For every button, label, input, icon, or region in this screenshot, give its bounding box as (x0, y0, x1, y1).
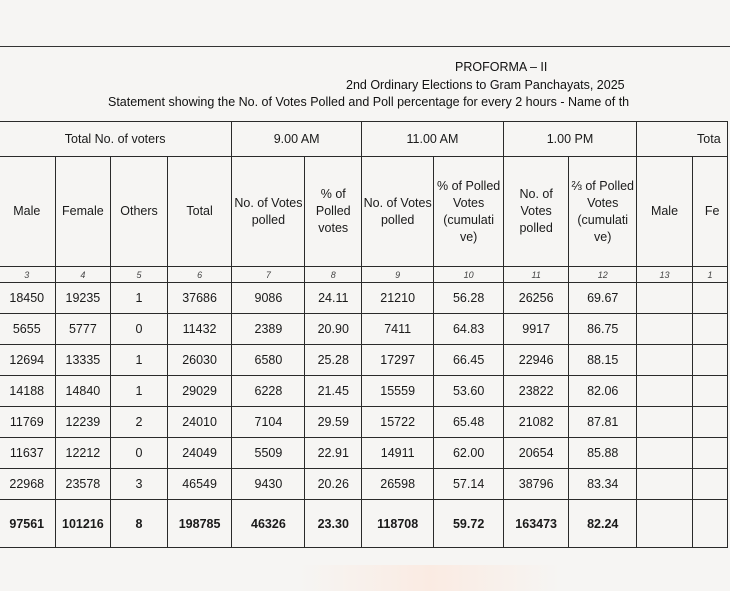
table-row-cell: 87.81 (569, 407, 637, 438)
table-row-blank-cell (692, 469, 727, 500)
head-female-cut: Fe (692, 157, 727, 267)
table-row-blank-cell (637, 469, 693, 500)
table-row-cell: 21082 (503, 407, 568, 438)
column-index-row-cell: 10 (434, 267, 504, 283)
column-index-row-cell: 7 (232, 267, 305, 283)
table-row-cell: 46549 (167, 469, 232, 500)
total-row-cell: 118708 (362, 500, 434, 548)
head-1pm-votes: No. of Votes polled (503, 157, 568, 267)
head-male: Male (0, 157, 55, 267)
table-row-cell: 5655 (0, 314, 55, 345)
total-row-cell: 82.24 (569, 500, 637, 548)
table-row-cell: 14840 (55, 376, 111, 407)
group-total-cut: Tota (637, 122, 728, 157)
total-row-cell: 163473 (503, 500, 568, 548)
total-row-cell: 8 (111, 500, 168, 548)
column-index-row-cell: 8 (305, 267, 362, 283)
votes-polled-table (0, 121, 728, 548)
table-row-blank-cell (637, 376, 693, 407)
table-row-cell: 37686 (167, 283, 232, 314)
table-row-blank-cell (692, 314, 727, 345)
table-row-cell: 69.67 (569, 283, 637, 314)
table-row (0, 438, 728, 469)
table-row-cell: 7104 (232, 407, 305, 438)
table-row-cell: 12239 (55, 407, 111, 438)
total-row-cell: 101216 (55, 500, 111, 548)
total-row (0, 500, 728, 548)
table-row-cell: 1 (111, 376, 168, 407)
table-row-cell: 22.91 (305, 438, 362, 469)
table-row-cell: 64.83 (434, 314, 504, 345)
table-row-cell: 15722 (362, 407, 434, 438)
table-row-cell: 23822 (503, 376, 568, 407)
table-row-blank-cell (692, 438, 727, 469)
column-index-row-cell: 6 (167, 267, 232, 283)
statement-line: Statement showing the No. of Votes Polled and Poll percentage for every 2 hours - Name of th (108, 95, 630, 109)
table-row-cell: 11432 (167, 314, 232, 345)
table-row-cell: 3 (111, 469, 168, 500)
total-row-cell: 198785 (167, 500, 232, 548)
table-row-cell: 11769 (0, 407, 55, 438)
table-row-cell: 19235 (55, 283, 111, 314)
column-index-row (0, 267, 728, 283)
table-row-cell: 0 (111, 438, 168, 469)
table-row-cell: 9917 (503, 314, 568, 345)
head-female: Female (55, 157, 111, 267)
column-index-row-cell: 3 (0, 267, 55, 283)
table-row-cell: 20.90 (305, 314, 362, 345)
table-row-cell: 62.00 (434, 438, 504, 469)
table-row-blank-cell (692, 376, 727, 407)
total-row-blank-cell (692, 500, 727, 548)
table-row (0, 469, 728, 500)
table-row-cell: 0 (111, 314, 168, 345)
table-row-cell: 21.45 (305, 376, 362, 407)
table-row-blank-cell (637, 438, 693, 469)
table-row-cell: 22946 (503, 345, 568, 376)
table-row-cell: 2389 (232, 314, 305, 345)
head-total: Total (167, 157, 232, 267)
table-row-cell: 24010 (167, 407, 232, 438)
table-row-blank-cell (637, 345, 693, 376)
column-index-row-cell: 1 (692, 267, 727, 283)
table-row-cell: 20654 (503, 438, 568, 469)
table-row-cell: 86.75 (569, 314, 637, 345)
table-row-cell: 13335 (55, 345, 111, 376)
column-index-row-cell: 5 (111, 267, 168, 283)
head-others: Others (111, 157, 168, 267)
table-row-cell: 14911 (362, 438, 434, 469)
group-9am: 9.00 AM (232, 122, 362, 157)
column-index-row-cell: 11 (503, 267, 568, 283)
table-row-cell: 14188 (0, 376, 55, 407)
table-row-cell: 56.28 (434, 283, 504, 314)
paper-smudge (300, 565, 560, 591)
head-11am-votes: No. of Votes polled (362, 157, 434, 267)
head-9am-votes: No. of Votes polled (232, 157, 305, 267)
form-title: PROFORMA – II (455, 60, 548, 74)
table-row-cell: 21210 (362, 283, 434, 314)
table-row-cell: 2 (111, 407, 168, 438)
head-9am-pct: % of Polled votes (305, 157, 362, 267)
table-row-cell: 1 (111, 345, 168, 376)
top-border-line (0, 46, 730, 47)
table-row-cell: 6228 (232, 376, 305, 407)
head-male-2: Male (637, 157, 693, 267)
column-index-row-cell: 9 (362, 267, 434, 283)
table-row-cell: 29029 (167, 376, 232, 407)
table-row-blank-cell (637, 314, 693, 345)
table-row-cell: 26598 (362, 469, 434, 500)
total-row-cell: 23.30 (305, 500, 362, 548)
table-row-cell: 15559 (362, 376, 434, 407)
table-row-cell: 83.34 (569, 469, 637, 500)
total-row-blank-cell (637, 500, 693, 548)
table-row-cell: 53.60 (434, 376, 504, 407)
table-row-cell: 6580 (232, 345, 305, 376)
table-row-cell: 9086 (232, 283, 305, 314)
column-index-row-cell: 4 (55, 267, 111, 283)
table-row-cell: 5777 (55, 314, 111, 345)
table-row-cell: 88.15 (569, 345, 637, 376)
table-row-blank-cell (637, 407, 693, 438)
total-row-cell: 59.72 (434, 500, 504, 548)
column-index-row-cell: 12 (569, 267, 637, 283)
group-1pm: 1.00 PM (503, 122, 636, 157)
table-row-cell: 17297 (362, 345, 434, 376)
total-row-cell: 46326 (232, 500, 305, 548)
table-row-cell: 12694 (0, 345, 55, 376)
table-row-cell: 11637 (0, 438, 55, 469)
table-row-cell: 38796 (503, 469, 568, 500)
table-row-blank-cell (692, 407, 727, 438)
table-row-cell: 24.11 (305, 283, 362, 314)
total-row-cell: 97561 (0, 500, 55, 548)
table-row-cell: 26256 (503, 283, 568, 314)
table-row-blank-cell (692, 283, 727, 314)
table-row-cell: 66.45 (434, 345, 504, 376)
table-row-cell: 12212 (55, 438, 111, 469)
table-row-cell: 26030 (167, 345, 232, 376)
sub-header-row (0, 157, 728, 267)
election-title: 2nd Ordinary Elections to Gram Panchayats, 2025 (346, 78, 625, 92)
table-row-cell: 18450 (0, 283, 55, 314)
group-11am: 11.00 AM (362, 122, 504, 157)
table-row-cell: 85.88 (569, 438, 637, 469)
head-1pm-pct: ⅔ of Polled Votes (cumulati ve) (569, 157, 637, 267)
table-row-cell: 25.28 (305, 345, 362, 376)
table-row-cell: 9430 (232, 469, 305, 500)
table-row-cell: 22968 (0, 469, 55, 500)
table-row-cell: 29.59 (305, 407, 362, 438)
table-row (0, 345, 728, 376)
table-row-cell: 57.14 (434, 469, 504, 500)
table-row (0, 314, 728, 345)
table-row-cell: 65.48 (434, 407, 504, 438)
head-11am-pct: % of Polled Votes (cumulati ve) (434, 157, 504, 267)
table-row-cell: 5509 (232, 438, 305, 469)
table-row-cell: 82.06 (569, 376, 637, 407)
group-total-voters: Total No. of voters (0, 122, 232, 157)
group-header-row (0, 122, 728, 157)
column-index-row-cell: 13 (637, 267, 693, 283)
table-row (0, 283, 728, 314)
table-row-blank-cell (692, 345, 727, 376)
table-row-blank-cell (637, 283, 693, 314)
table-row (0, 407, 728, 438)
table-row-cell: 7411 (362, 314, 434, 345)
table-row (0, 376, 728, 407)
table-row-cell: 23578 (55, 469, 111, 500)
table-row-cell: 1 (111, 283, 168, 314)
table-row-cell: 24049 (167, 438, 232, 469)
table-row-cell: 20.26 (305, 469, 362, 500)
